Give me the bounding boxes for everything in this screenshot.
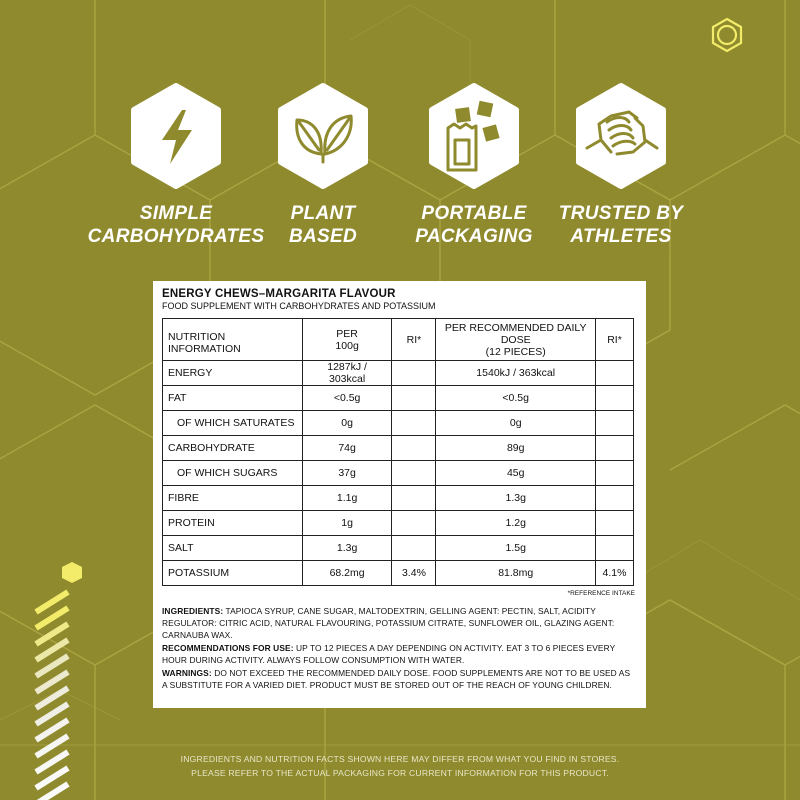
nutrition-label-panel xyxy=(153,281,646,708)
reference-intake-note: *REFERENCE INTAKE xyxy=(567,590,635,597)
handshake-icon xyxy=(571,82,671,190)
feature-trusted-by-athletes xyxy=(531,82,711,248)
per-100g-value: 1287kJ / 303kcal xyxy=(302,361,392,386)
nutrient-name: FAT xyxy=(163,386,303,411)
nutrient-name: POTASSIUM xyxy=(163,561,303,586)
per-dose-value: <0.5g xyxy=(436,386,596,411)
ri-value xyxy=(596,536,634,561)
leaves-icon xyxy=(273,82,373,190)
per-dose-value: 89g xyxy=(436,436,596,461)
table-row xyxy=(163,436,634,461)
feature-label: PORTABLE PACKAGING xyxy=(415,203,533,247)
table-row xyxy=(163,486,634,511)
per-dose-value: 1.3g xyxy=(436,486,596,511)
disclaimer xyxy=(0,752,800,780)
warnings-paragraph xyxy=(162,667,637,691)
ri-value xyxy=(596,361,634,386)
table-row xyxy=(163,511,634,536)
recommendations-text: UP TO 12 PIECES A DAY DEPENDING ON ACTIVITY. EAT 3 TO 6 PIECES EVERY HOUR DURING ACTIVITY. ALWAYS FOLLOW CONSUMPTION WITH WATER. xyxy=(162,643,616,665)
per-100g-value: 37g xyxy=(302,461,392,486)
lightning-bolt-icon xyxy=(126,82,226,190)
accent-hexagon xyxy=(62,562,82,583)
nutrient-name: SALT xyxy=(163,536,303,561)
per-100g-value: 74g xyxy=(302,436,392,461)
ri-value xyxy=(596,461,634,486)
table-row xyxy=(163,561,634,586)
nutrient-name: PROTEIN xyxy=(163,511,303,536)
nutrient-name: FIBRE xyxy=(163,486,303,511)
recommendations-label: RECOMMENDATIONS FOR USE: xyxy=(162,643,294,653)
nutrient-name: CARBOHYDRATE xyxy=(163,436,303,461)
ri-value: 3.4% xyxy=(392,561,436,586)
table-row xyxy=(163,411,634,436)
feature-label: TRUSTED BY ATHLETES xyxy=(558,203,684,247)
ingredients-text: TAPIOCA SYRUP, CANE SUGAR, MALTODEXTRIN, GELLING AGENT: PECTIN, SALT, ACIDITY REGULATOR: CITRIC ACID, NATURAL FLAVOURING, POTASSIUM CITRATE, SUNFLOWER OIL, GLAZING AGENT: CARNAUBA WAX. xyxy=(162,606,615,640)
table-row xyxy=(163,386,634,411)
recommendations-paragraph xyxy=(162,642,637,666)
per-dose-value: 1540kJ / 363kcal xyxy=(436,361,596,386)
feature-label: SIMPLE CARBOHYDRATES xyxy=(87,203,265,247)
header-ri: RI* xyxy=(596,319,634,361)
nutrient-name: ENERGY xyxy=(163,361,303,386)
per-100g-value: <0.5g xyxy=(302,386,392,411)
ri-value xyxy=(392,461,436,486)
disclaimer-line: PLEASE REFER TO THE ACTUAL PACKAGING FOR CURRENT INFORMATION FOR THIS PRODUCT. xyxy=(191,768,609,778)
ingredients-label: INGREDIENTS: xyxy=(162,606,224,616)
nutrient-name: OF WHICH SUGARS xyxy=(163,461,303,486)
ri-value xyxy=(596,436,634,461)
per-100g-value: 0g xyxy=(302,411,392,436)
warnings-label: WARNINGS: xyxy=(162,668,212,678)
per-100g-value: 1.3g xyxy=(302,536,392,561)
per-dose-value: 81.8mg xyxy=(436,561,596,586)
nutrient-name: OF WHICH SATURATES xyxy=(163,411,303,436)
per-dose-value: 0g xyxy=(436,411,596,436)
ri-value xyxy=(596,511,634,536)
table-row xyxy=(163,536,634,561)
table-row xyxy=(163,361,634,386)
ri-value: 4.1% xyxy=(596,561,634,586)
per-100g-value: 68.2mg xyxy=(302,561,392,586)
ri-value xyxy=(596,386,634,411)
per-dose-value: 1.2g xyxy=(436,511,596,536)
header-ri: RI* xyxy=(392,319,436,361)
ri-value xyxy=(392,536,436,561)
ri-value xyxy=(596,411,634,436)
per-dose-value: 1.5g xyxy=(436,536,596,561)
ri-value xyxy=(392,411,436,436)
header-per-daily-dose: PER RECOMMENDED DAILY DOSE (12 PIECES) xyxy=(436,319,596,361)
per-dose-value: 45g xyxy=(436,461,596,486)
header-nutrition-information: NUTRITION INFORMATION xyxy=(163,319,303,361)
feature-label: PLANT BASED xyxy=(288,203,357,247)
ri-value xyxy=(392,486,436,511)
ri-value xyxy=(392,361,436,386)
per-100g-value: 1g xyxy=(302,511,392,536)
warnings-text: DO NOT EXCEED THE RECOMMENDED DAILY DOSE. FOOD SUPPLEMENTS ARE NOT TO BE USED AS A SUBSTITUTE FOR A VARIED DIET. PRODUCT MUST BE STORED OUT OF THE REACH OF YOUNG CHILDREN. xyxy=(162,668,631,690)
ri-value xyxy=(392,386,436,411)
nutrition-table xyxy=(162,318,634,586)
per-100g-value: 1.1g xyxy=(302,486,392,511)
disclaimer-line: INGREDIENTS AND NUTRITION FACTS SHOWN HERE MAY DIFFER FROM WHAT YOU FIND IN STORES. xyxy=(180,754,620,764)
table-row xyxy=(163,461,634,486)
ingredients-paragraph xyxy=(162,605,637,641)
ri-value xyxy=(596,486,634,511)
ri-value xyxy=(392,511,436,536)
product-title: ENERGY CHEWS–MARGARITA FLAVOUR xyxy=(162,288,396,300)
ri-value xyxy=(392,436,436,461)
table-header-row xyxy=(163,319,634,361)
chews-pack-icon xyxy=(424,82,524,190)
header-per-100g: PER 100g xyxy=(302,319,392,361)
product-subtitle: FOOD SUPPLEMENT WITH CARBOHYDRATES AND POTASSIUM xyxy=(162,301,436,311)
